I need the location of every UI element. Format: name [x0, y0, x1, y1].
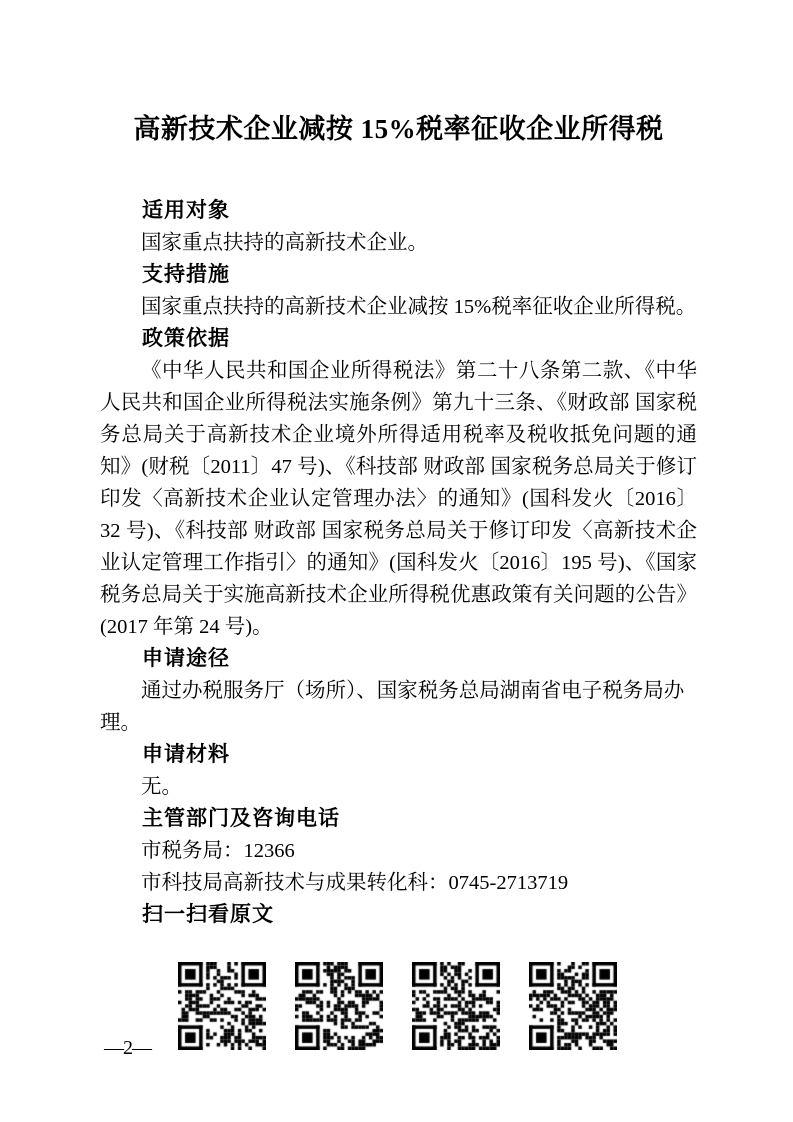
section-heading-department-contacts: 主管部门及咨询电话 [142, 807, 340, 830]
section-heading-scan-original: 扫一扫看原文 [142, 903, 274, 926]
contact-line-tax-bureau: 市税务局：12366 [141, 840, 295, 862]
qr-code-4 [529, 962, 617, 1050]
section-heading-application-channel: 申请途径 [142, 647, 230, 670]
section-heading-application-materials: 申请材料 [142, 743, 230, 766]
qr-code-2 [295, 962, 383, 1050]
section-heading-applicable-objects: 适用对象 [142, 199, 230, 222]
page-title: 高新技术企业减按 15%税率征收企业所得税 [133, 114, 664, 144]
section-body-application-materials: 无。 [141, 776, 182, 798]
qr-code-3 [412, 962, 500, 1050]
document-content [100, 112, 697, 1050]
qr-code-1 [178, 962, 266, 1050]
qr-code-row [178, 962, 697, 1050]
contact-line-science-bureau: 市科技局高新技术与成果转化科：0745-2713719 [141, 872, 569, 894]
page-number: —2— [104, 1037, 151, 1059]
section-body-applicable-objects: 国家重点扶持的高新技术企业。 [141, 232, 428, 254]
section-heading-support-measures: 支持措施 [142, 263, 230, 286]
section-body-policy-basis: 《中华人民共和国企业所得税法》第二十八条第二款、《中华人民共和国企业所得税法实施条例》第九十三条、《财政部 国家税务总局关于高新技术企业境外所得适用税率及税收抵免问题的通知》(财税〔2011〕47 号)、《科技部 财政部 国家税务总局关于修订印发〈高新技术企业认定管理办法〉的通知》(国科发火〔2016〕32 号)、《科技部 财政部 国家税务总局关于修订印发〈高新技术企业认定管理工作指引〉的通知》(国科发火〔2016〕195 号)、《国家税务总局关于实施高新技术企业所得税优惠政策有关问题的公告》(2017 年第 24 号)。 [100, 360, 697, 638]
section-body-application-channel: 通过办税服务厅（场所）、国家税务总局湖南省电子税务局办理。 [100, 680, 685, 734]
section-heading-policy-basis: 政策依据 [142, 327, 230, 350]
section-body-support-measures: 国家重点扶持的高新技术企业减按 15%税率征收企业所得税。 [141, 296, 697, 318]
